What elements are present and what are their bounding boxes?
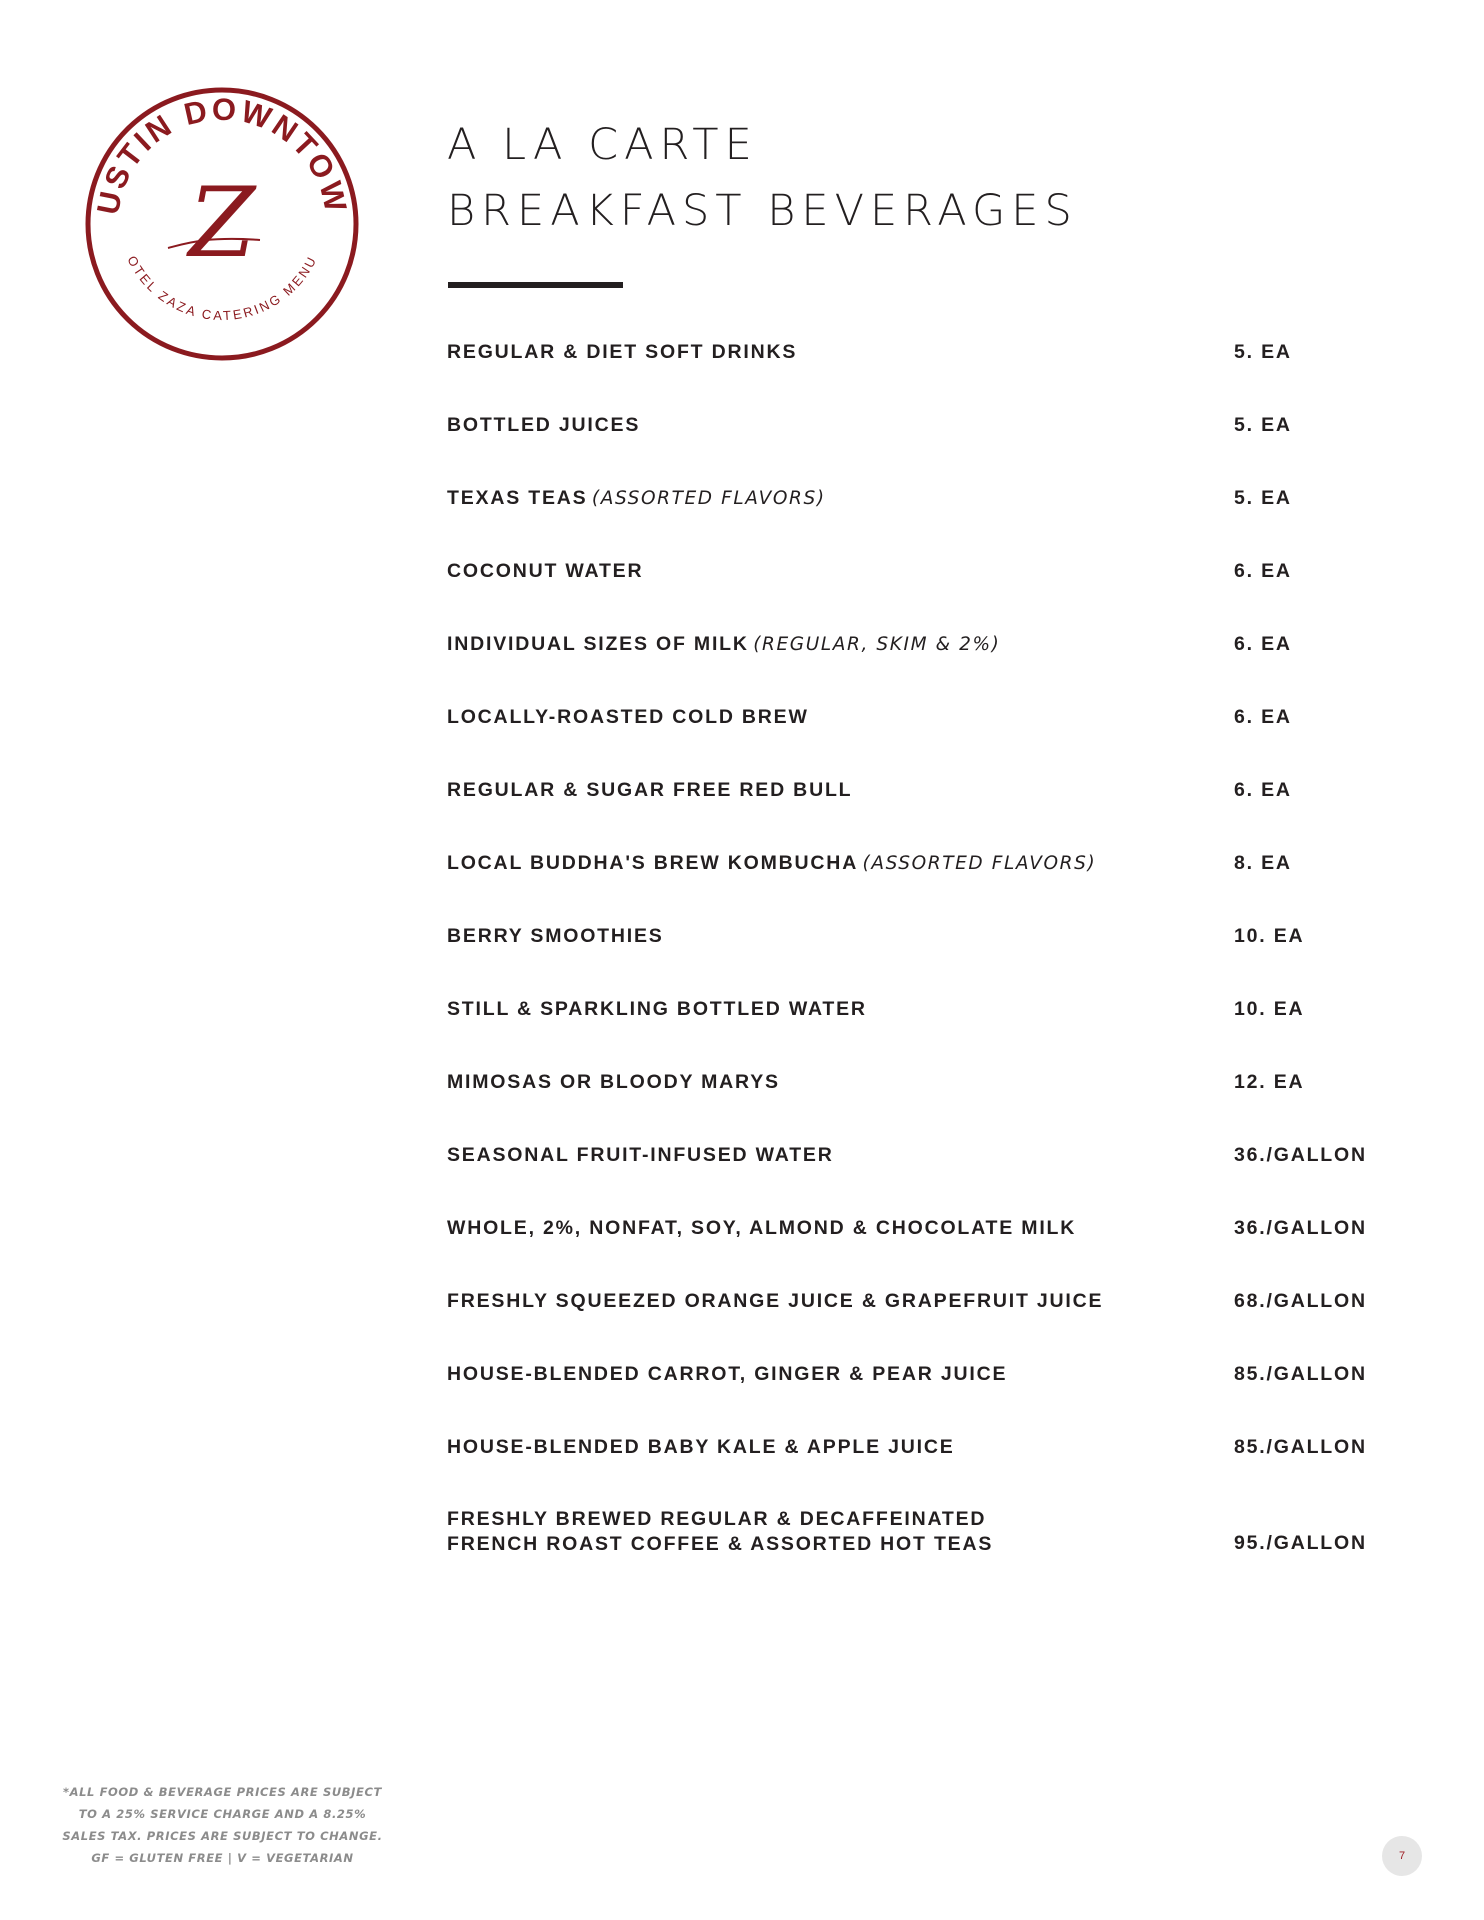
item-name: HOUSE-BLENDED CARROT, GINGER & PEAR JUICE bbox=[447, 1363, 1008, 1385]
menu-item-row bbox=[447, 924, 1377, 964]
logo-top-text: USTIN DOWNTOW bbox=[90, 91, 355, 218]
menu-item-row bbox=[447, 1435, 1377, 1475]
item-note: (ASSORTED FLAVORS) bbox=[862, 853, 1097, 874]
menu-item-row bbox=[447, 632, 1377, 672]
title-line-1: A LA CARTE bbox=[447, 120, 758, 170]
menu-item-row bbox=[447, 413, 1377, 453]
menu-item-row bbox=[447, 1507, 1377, 1561]
item-price: 5. EA bbox=[1234, 341, 1292, 363]
menu-item-row bbox=[447, 1216, 1377, 1256]
item-price: 6. EA bbox=[1234, 706, 1292, 728]
item-name: LOCAL BUDDHA'S BREW KOMBUCHA bbox=[447, 852, 859, 874]
footnote-line-2: TO A 25% SERVICE CHARGE AND A 8.25% bbox=[78, 1807, 367, 1821]
item-name: INDIVIDUAL SIZES OF MILK bbox=[447, 633, 749, 655]
item-price: 6. EA bbox=[1234, 633, 1292, 655]
item-price: 12. EA bbox=[1234, 1071, 1305, 1093]
item-price: 8. EA bbox=[1234, 852, 1292, 874]
menu-item-row bbox=[447, 559, 1377, 599]
hotel-zaza-logo bbox=[84, 86, 360, 362]
logo-seal-icon bbox=[84, 86, 360, 362]
item-price: 6. EA bbox=[1234, 560, 1292, 582]
item-price: 5. EA bbox=[1234, 414, 1292, 436]
item-price: 10. EA bbox=[1234, 998, 1305, 1020]
page-number: 7 bbox=[1382, 1836, 1422, 1876]
menu-item-row bbox=[447, 997, 1377, 1037]
item-price: 36./GALLON bbox=[1234, 1217, 1367, 1239]
item-price: 68./GALLON bbox=[1234, 1290, 1367, 1312]
item-price: 10. EA bbox=[1234, 925, 1305, 947]
item-name: MIMOSAS OR BLOODY MARYS bbox=[447, 1071, 780, 1093]
item-name-line-1: FRESHLY BREWED REGULAR & DECAFFEINATED bbox=[447, 1508, 987, 1530]
menu-item-row bbox=[447, 1143, 1377, 1183]
item-name: TEXAS TEAS bbox=[447, 487, 588, 509]
item-note: (REGULAR, SKIM & 2%) bbox=[753, 634, 1001, 655]
item-name: HOUSE-BLENDED BABY KALE & APPLE JUICE bbox=[447, 1436, 955, 1458]
item-price: 36./GALLON bbox=[1234, 1144, 1367, 1166]
item-name: LOCALLY-ROASTED COLD BREW bbox=[447, 706, 809, 728]
menu-item-row bbox=[447, 1362, 1377, 1402]
pricing-footnote bbox=[60, 1781, 385, 1869]
menu-item-row bbox=[447, 851, 1377, 891]
menu-item-row bbox=[447, 778, 1377, 818]
item-name: STILL & SPARKLING BOTTLED WATER bbox=[447, 998, 867, 1020]
item-name-line-2: FRENCH ROAST COFFEE & ASSORTED HOT TEAS bbox=[447, 1533, 994, 1555]
menu-item-row bbox=[447, 340, 1377, 380]
item-name: COCONUT WATER bbox=[447, 560, 644, 582]
item-price: 85./GALLON bbox=[1234, 1436, 1367, 1458]
item-name: WHOLE, 2%, NONFAT, SOY, ALMOND & CHOCOLATE MILK bbox=[447, 1217, 1077, 1239]
footnote-line-1: *ALL FOOD & BEVERAGE PRICES ARE SUBJECT bbox=[63, 1785, 382, 1799]
item-name: FRESHLY SQUEEZED ORANGE JUICE & GRAPEFRUIT JUICE bbox=[447, 1290, 1104, 1312]
menu-item-row bbox=[447, 1070, 1377, 1110]
item-name: BERRY SMOOTHIES bbox=[447, 925, 664, 947]
item-price: 95./GALLON bbox=[1234, 1532, 1367, 1554]
page-title bbox=[447, 112, 1078, 244]
item-price: 5. EA bbox=[1234, 487, 1292, 509]
item-name: BOTTLED JUICES bbox=[447, 414, 641, 436]
menu-item-row bbox=[447, 1289, 1377, 1329]
footnote-line-4: GF = GLUTEN FREE | V = VEGETARIAN bbox=[91, 1851, 354, 1865]
logo-bottom-text: OTEL ZAZA CATERING MENU bbox=[124, 252, 320, 324]
item-name: SEASONAL FRUIT-INFUSED WATER bbox=[447, 1144, 834, 1166]
footnote-line-3: SALES TAX. PRICES ARE SUBJECT TO CHANGE. bbox=[62, 1829, 383, 1843]
item-name: REGULAR & SUGAR FREE RED BULL bbox=[447, 779, 853, 801]
menu-item-row bbox=[447, 486, 1377, 526]
item-price: 6. EA bbox=[1234, 779, 1292, 801]
item-price: 85./GALLON bbox=[1234, 1363, 1367, 1385]
item-name: REGULAR & DIET SOFT DRINKS bbox=[447, 341, 798, 363]
title-divider bbox=[448, 282, 623, 288]
item-note: (ASSORTED FLAVORS) bbox=[591, 488, 826, 509]
title-line-2: BREAKFAST BEVERAGES bbox=[447, 186, 1078, 236]
logo-monogram: Z bbox=[188, 167, 256, 279]
menu-item-row bbox=[447, 705, 1377, 745]
